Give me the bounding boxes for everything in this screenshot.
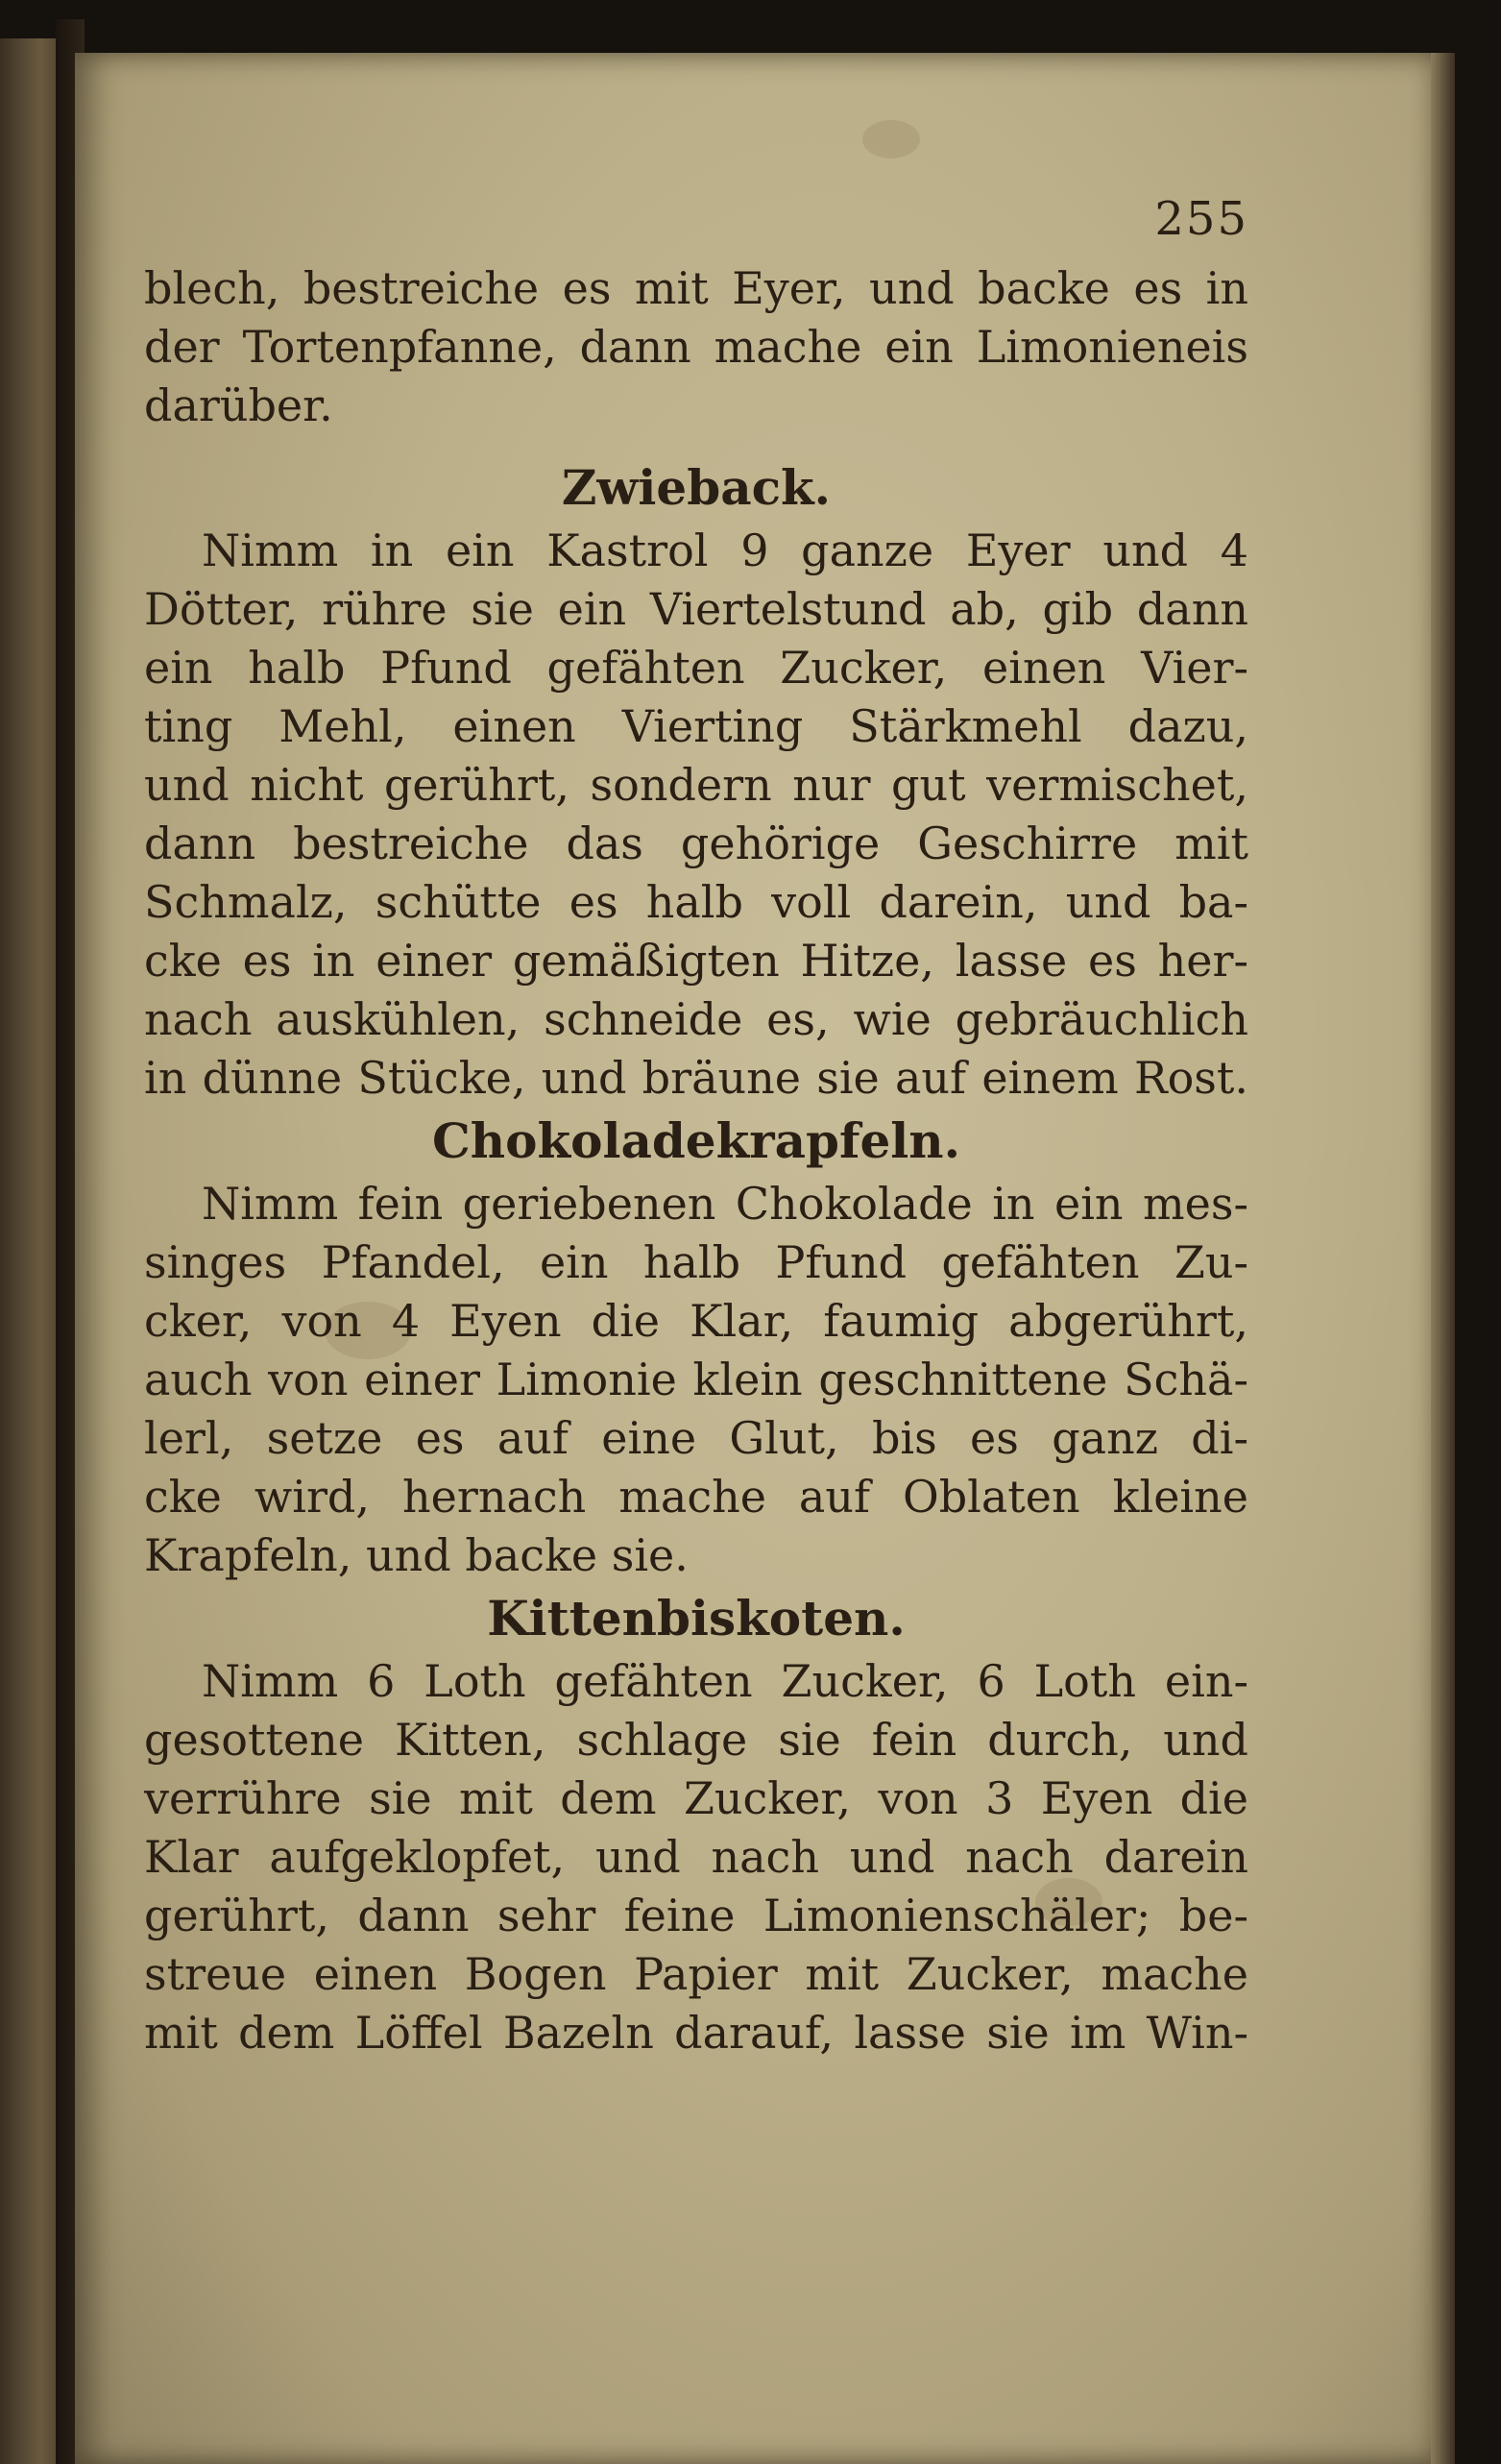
text-line: cke wird, hernach mache auf Oblaten kleine [144,1471,1248,1523]
text-line: ting Mehl, einen Vierting Stärkmehl dazu, [144,700,1248,752]
text-line: Nimm 6 Loth gefähten Zucker, 6 Loth ein- [202,1655,1248,1707]
text-line: Dötter, rühre sie ein Viertelstund ab, gib dann [144,583,1248,635]
page-edge [1431,53,1455,2464]
text-line: dann bestreiche das gehörige Geschirre mit [144,817,1248,869]
paper-stain [862,120,920,159]
text-line: ein halb Pfund gefähten Zucker, einen Vier- [144,642,1248,694]
section-continuation [144,259,1248,435]
text-line: gesottene Kitten, schlage sie fein durch, und [144,1714,1248,1766]
page-number: 255 [1154,192,1248,246]
text-line: gerührt, dann sehr feine Limonienschäler; be- [144,1890,1248,1941]
section-heading: Kittenbiskoten. [487,1590,906,1647]
text-line: Nimm in ein Kastrol 9 ganze Eyer und 4 [202,525,1248,576]
text-line: und nicht gerührt, sondern nur gut vermischet, [144,759,1248,811]
text-line: cke es in einer gemäßigten Hitze, lasse es her- [144,935,1248,987]
section-heading: Chokoladekrapfeln. [431,1112,961,1169]
page-text [144,192,1248,2062]
text-line: in dünne Stücke, und bräune sie auf einem Rost. [144,1052,1248,1104]
section-zwieback [144,454,1248,1108]
text-line: blech, bestreiche es mit Eyer, und backe es in [144,262,1248,314]
text-line: auch von einer Limonie klein geschnittene Schä- [144,1354,1248,1405]
text-line: Krapfeln, und backe sie. [144,1529,689,1581]
text-line: singes Pfandel, ein halb Pfund gefähten Zu- [144,1236,1248,1288]
text-line: darüber. [144,379,333,431]
text-line: nach auskühlen, schneide es, wie gebräuchlich [144,993,1248,1045]
text-line: lerl, setze es auf eine Glut, bis es ganz di- [144,1412,1248,1464]
section-kittenbiskoten [144,1585,1248,2062]
text-line: verrühre sie mit dem Zucker, von 3 Eyen die [144,1772,1248,1824]
text-line: cker, von 4 Eyen die Klar, faumig abgerührt, [144,1295,1248,1347]
section-heading: Zwieback. [561,459,832,516]
text-line: streue einen Bogen Papier mit Zucker, mache [144,1948,1248,2000]
text-line: mit dem Löffel Bazeln darauf, lasse sie im Win- [144,2007,1248,2059]
text-line: der Tortenpfanne, dann mache ein Limonieneis [144,321,1248,373]
text-line: Schmalz, schütte es halb voll darein, und ba- [144,876,1248,928]
text-line: Nimm fein geriebenen Chokolade in ein mes- [202,1178,1248,1230]
text-line: Klar aufgeklopfet, und nach und nach darein [144,1831,1248,1883]
section-chokoladekrapfeln [144,1108,1248,1585]
